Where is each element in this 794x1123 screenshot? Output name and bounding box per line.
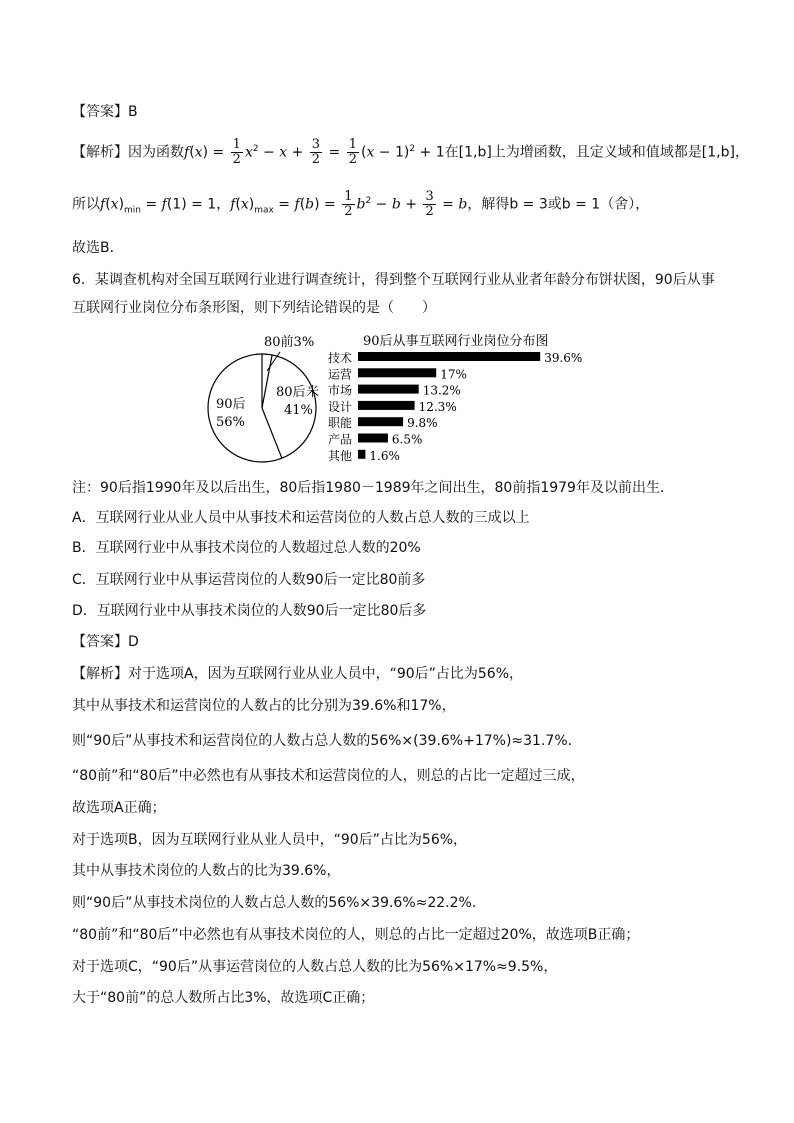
fraction: $\frac{3}{2}$ — [311, 137, 321, 167]
q6-stem-line1: 6．某调查机构对全国互联网行业进行调查统计，得到整个互联网行业从业者年龄分布饼状图，90后从事 — [72, 272, 715, 288]
fraction: $\frac{1}{2}$ — [344, 189, 353, 219]
analysis-intro: 因为函数 — [128, 144, 184, 161]
charts-svg — [200, 328, 600, 468]
bar-value-label: 1.6% — [369, 448, 400, 463]
q6-note: 注：90后指1990年及以后出生，80后指1980－1989年之间出生，80前指1979年及以前出生． — [72, 480, 674, 496]
q5-conclusion: 故选B． — [72, 240, 124, 256]
bar — [358, 368, 436, 377]
q6-answer: 【答案】D — [72, 634, 139, 650]
analysis-line: 【解析】对于选项A，因为互联网行业从业人员中，“90后”占比为56%， — [72, 666, 524, 682]
bar-category-label: 市场 — [328, 383, 353, 398]
bar — [358, 417, 403, 426]
bar — [358, 385, 419, 394]
bar — [358, 434, 388, 443]
analysis-line: 其中从事技术和运营岗位的人数占的比分别为39.6%和17%， — [72, 698, 456, 714]
option-c: C．互联网行业中从事运营岗位的人数90后一定比80前多 — [72, 572, 426, 588]
bar — [358, 450, 365, 459]
bar-value-label: 39.6% — [544, 351, 583, 365]
pie-label-extra: 米 — [306, 385, 320, 400]
analysis-mid: 在[1,b]上为增函数，且定义域和值域都是[1,b]， — [444, 144, 749, 161]
analysis-line: 则“90后”从事技术和运营岗位的人数占总人数的56%×(39.6%+17%)≈31.7%． — [72, 733, 582, 749]
fraction: $\frac{1}{2}$ — [348, 137, 357, 167]
analysis-line: 大于“80前”的总人数所占比3%，故选项C正确； — [72, 990, 375, 1006]
bar-value-label: 13.2% — [422, 383, 461, 398]
bar-category-label: 产品 — [328, 432, 353, 447]
bar-chart-title: 90后从事互联网行业岗位分布图 — [363, 334, 549, 349]
analysis-line: “80前”和“80后”中必然也有从事技术岗位的人，则总的占比一定超过20%，故选项B正确； — [72, 927, 640, 943]
analysis-line: 其中从事技术岗位的人数占的比为39.6%， — [72, 863, 341, 879]
fraction: $\frac{1}{2}$ — [232, 137, 241, 167]
bar-category-label: 职能 — [328, 416, 353, 431]
bar-value-label: 12.3% — [418, 399, 457, 414]
analysis-line: 对于选项B，因为互联网行业从业人员中，“90后”占比为56%， — [72, 832, 468, 848]
pie-value-label: 56% — [216, 415, 245, 430]
analysis-label: 【解析】 — [72, 144, 128, 161]
fraction: $\frac{3}{2}$ — [425, 189, 434, 219]
bar-category-label: 技术 — [328, 351, 353, 365]
analysis-line: 对于选项C，“90后”从事运营岗位的人数占总人数的比为56%×17%≈9.5%， — [72, 959, 558, 975]
q6-figure — [200, 328, 600, 468]
option-b: B．互联网行业中从事技术岗位的人数超过总人数的20% — [72, 540, 421, 556]
q5-answer: 【答案】B — [72, 104, 138, 120]
bar — [358, 401, 415, 410]
q6-stem-line2: 互联网行业岗位分布条形图，则下列结论错误的是（ ） — [72, 300, 436, 316]
pie-label: 80前3% — [264, 335, 315, 350]
bar-value-label: 17% — [440, 367, 467, 382]
bar — [358, 352, 540, 361]
bar-category-label: 设计 — [328, 399, 353, 414]
bar-value-label: 9.8% — [407, 416, 438, 431]
analysis-line: 故选项A正确； — [72, 800, 166, 816]
analysis-line: 则“90后”从事技术岗位的人数占总人数的56%×39.6%≈22.2%． — [72, 895, 486, 911]
pie-value-label: 41% — [284, 403, 313, 418]
bar-category-label: 其他 — [328, 448, 353, 463]
pie-label: 90后 — [216, 397, 246, 412]
bar-category-label: 运营 — [328, 367, 353, 382]
bar-chart — [328, 333, 582, 463]
pie-chart — [208, 335, 319, 462]
pie-slice-boundary — [262, 408, 282, 458]
bar-value-label: 6.5% — [391, 432, 423, 447]
option-a: A．互联网行业从业人员中从事技术和运营岗位的人数占总人数的三成以上 — [72, 510, 530, 526]
pie-label: 80后 — [276, 385, 306, 400]
analysis-line: “80前”和“80后”中必然也有从事技术和运营岗位的人，则总的占比一定超过三成， — [72, 768, 585, 784]
option-d: D．互联网行业中从事技术岗位的人数90后一定比80后多 — [72, 603, 427, 619]
line2-end: b = 3或b = 1（舍）， — [509, 196, 650, 213]
pie-slice-boundary — [262, 355, 272, 408]
line2-mid: ，解得 — [467, 196, 510, 213]
line2-prefix: 所以 — [72, 196, 100, 213]
q5-analysis-line2: 所以$f(x)_{min} = f(1) = 1$，$f(x)_{max} = f(b)$ = $\frac{1}{2}$ $b^2 - b$ + $\frac{3}{2}$ = b，解得b = 3或b = 1（舍）， — [72, 189, 650, 219]
q5-analysis-line1: 【解析】因为函数f(x) = $\frac{1}{2}$ $x^2 - x$ + $\frac{3}{2}$ = $\frac{1}{2}$ $(x - 1)^2 + 1$在[1,b]上为增函数，且定义域和值域都是[1,b]， — [72, 137, 749, 167]
